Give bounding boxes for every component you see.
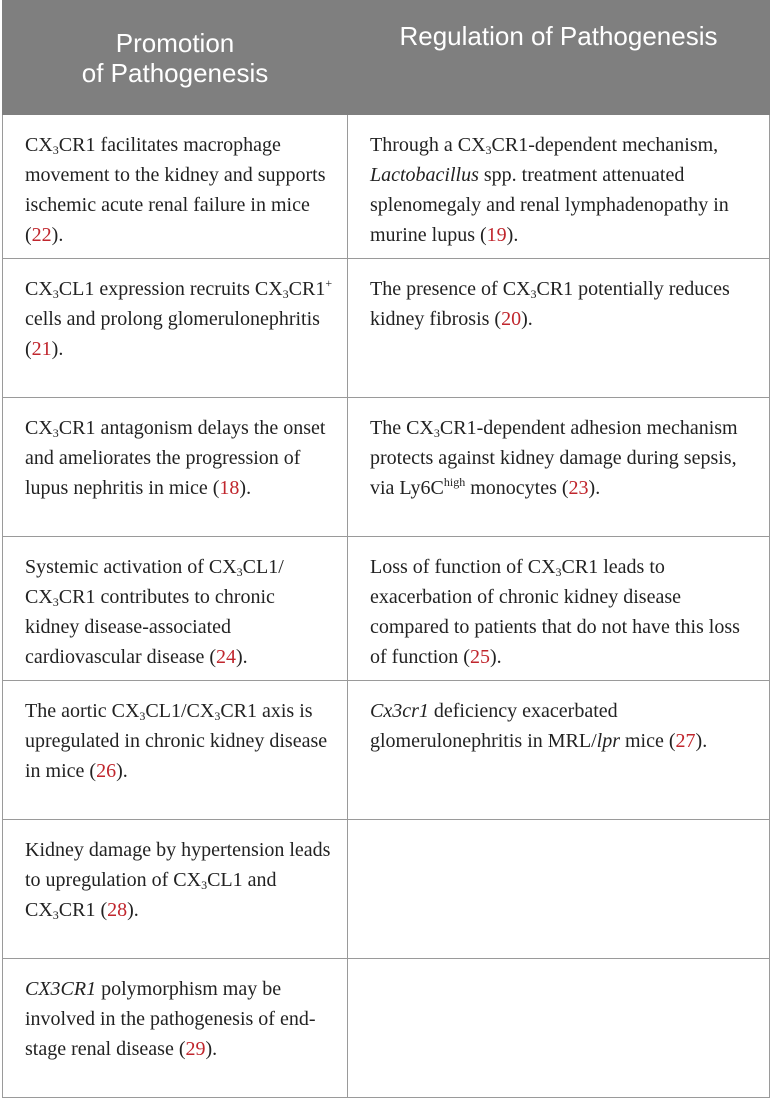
regulation-cell: The $CX_3CR1$-dependent adhesion mechanism protects against kidney damage during sepsis, via $Ly6C^{high}$ monocytes (23). (348, 398, 770, 537)
reference-link[interactable]: 18 (219, 477, 240, 499)
header-regulation: Regulation of Pathogenesis (348, 1, 770, 115)
table-row (3, 959, 770, 1098)
subscript: 3 (236, 565, 243, 579)
regulation-cell (348, 820, 770, 959)
subscript: 3 (530, 287, 537, 301)
subscript: 3 (52, 908, 59, 922)
subscript: 3 (52, 426, 59, 440)
table-row (3, 115, 770, 259)
reference-link[interactable]: 25 (469, 646, 490, 668)
reference-link[interactable]: 28 (107, 899, 128, 921)
table-row (3, 681, 770, 820)
header-row (3, 1, 770, 115)
subscript: 3 (52, 287, 59, 301)
reference-link[interactable]: 23 (568, 477, 589, 499)
reference-link[interactable]: 20 (501, 308, 522, 330)
superscript: high (443, 475, 466, 489)
header-promotion (3, 1, 348, 115)
subscript: 3 (282, 287, 289, 301)
reference-link[interactable]: 24 (216, 646, 237, 668)
reference-link[interactable]: 29 (185, 1038, 206, 1060)
promotion-cell: Kidney damage by hypertension leads to upregulation of $CX_3CL1$ and $CX_3CR1$ (28). (3, 820, 348, 959)
subscript: 3 (433, 426, 440, 440)
reference-link[interactable]: 19 (486, 224, 507, 246)
promotion-cell: $CX_3CR1$ facilitates macrophage movement to the kidney and supports ischemic acute renal failure in mice (22). (3, 115, 348, 259)
subscript: 3 (52, 595, 59, 609)
superscript: + (325, 276, 333, 290)
promotion-cell: Systemic activation of $CX_3CL1/$ $CX_3CR1$ contributes to chronic kidney disease-associated cardiovascular disease (24). (3, 537, 348, 681)
promotion-cell: $CX_3CL1$ expression recruits $CX_3CR1^+$ cells and prolong glomerulonephritis (21). (3, 259, 348, 398)
table-row (3, 398, 770, 537)
table-row (3, 820, 770, 959)
header-promotion-line: Promotion (115, 27, 235, 58)
subscript: 3 (214, 709, 221, 723)
header-promotion-line: of Pathogenesis (81, 57, 269, 88)
table-row (3, 537, 770, 681)
reference-link[interactable]: 27 (675, 730, 696, 752)
regulation-cell: Loss of function of $CX_3CR1$ leads to exacerbation of chronic kidney disease compared to patients that do not have this loss of function (25). (348, 537, 770, 681)
italic-term: Cx3cr1 (370, 700, 429, 722)
regulation-cell: Cx3cr1 deficiency exacerbated glomerulonephritis in MRL/lpr mice (27). (348, 681, 770, 820)
promotion-cell: $CX_3CR1$ antagonism delays the onset and ameliorates the progression of lupus nephritis in mice (18). (3, 398, 348, 537)
promotion-cell: CX3CR1 polymorphism may be involved in the pathogenesis of end-stage renal disease (29). (3, 959, 348, 1098)
subscript: 3 (555, 565, 562, 579)
subscript: 3 (201, 878, 208, 892)
subscript: 3 (485, 143, 492, 157)
subscript: 3 (139, 709, 146, 723)
italic-term: CX3CR1 (25, 978, 97, 1000)
regulation-cell: The presence of $CX_3CR1$ potentially reduces kidney fibrosis (20). (348, 259, 770, 398)
subscript: 3 (52, 143, 59, 157)
table-row (3, 259, 770, 398)
promotion-cell: The aortic $CX_3CL1/CX_3CR1$ axis is upregulated in chronic kidney disease in mice (26). (3, 681, 348, 820)
reference-link[interactable]: 21 (31, 338, 52, 360)
table-body (3, 115, 770, 1098)
reference-link[interactable]: 26 (96, 760, 117, 782)
italic-term: Lactobacillus (370, 164, 479, 186)
pathogenesis-table (2, 0, 770, 1098)
reference-link[interactable]: 22 (31, 224, 52, 246)
regulation-cell: Through a $CX_3CR1$-dependent mechanism, Lactobacillus spp. treatment attenuated splenomegaly and renal lymphadenopathy in murine lupus (19). (348, 115, 770, 259)
regulation-cell (348, 959, 770, 1098)
italic-term: lpr (596, 730, 620, 752)
